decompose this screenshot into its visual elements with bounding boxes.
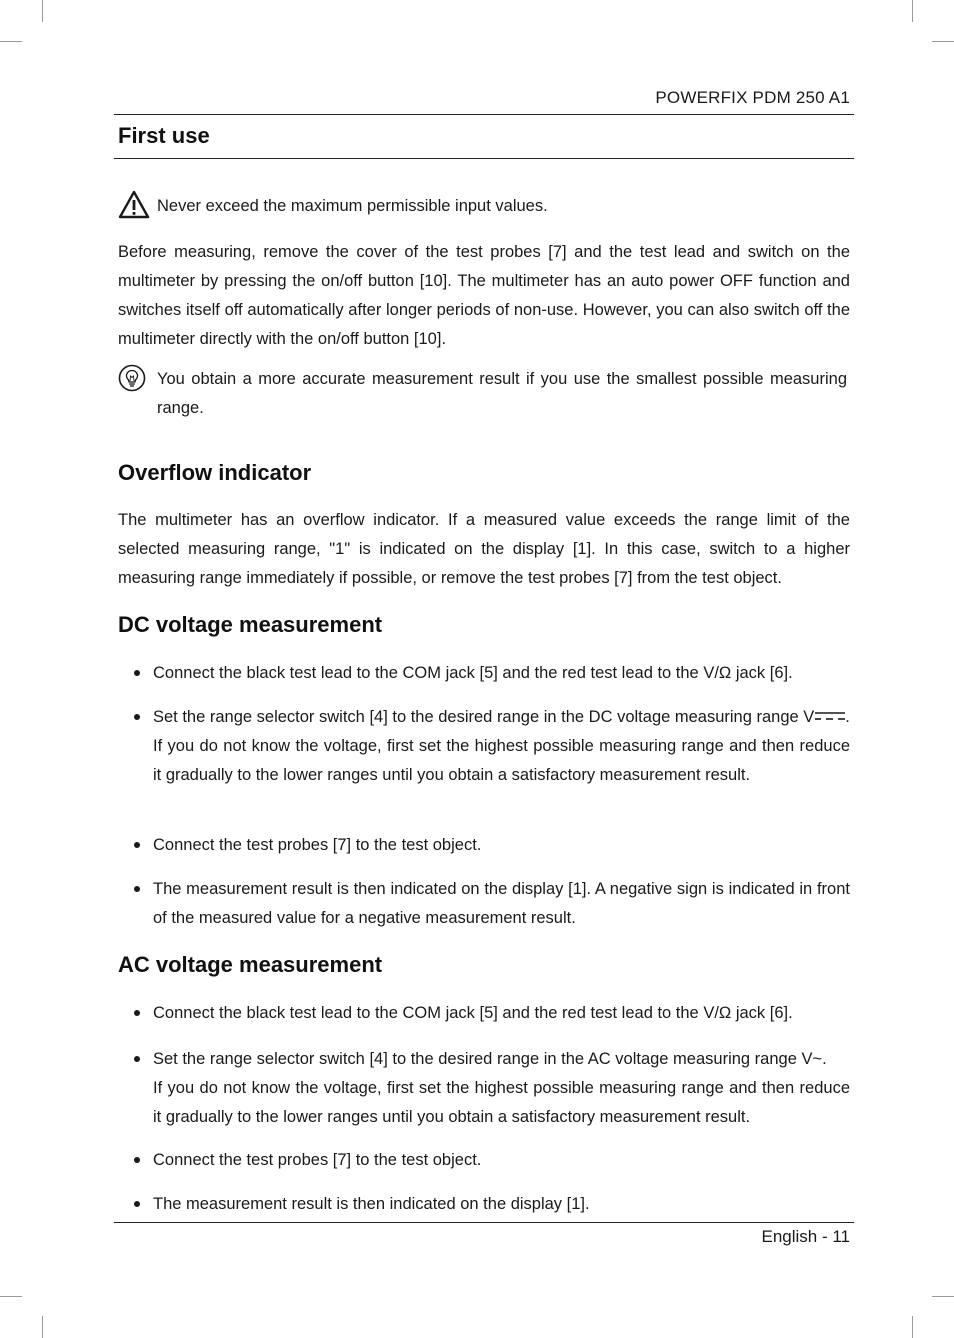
crop-mark [0, 1296, 22, 1297]
warning-triangle-icon [118, 190, 150, 225]
bullet-dot [134, 842, 140, 848]
dc-voltage-symbol-icon [815, 711, 845, 721]
section-title-overflow: Overflow indicator [118, 460, 312, 485]
bullet-dot [134, 714, 140, 720]
list-item-subtext: If you do not know the voltage, first set the highest possible measuring range and then reduce it gradually to the lower ranges until you obtain a satisfactory measurement result. [153, 737, 850, 784]
bullet-dot [134, 886, 140, 892]
list-item-text: Connect the black test lead to the COM jack [5] and the red test lead to the V/Ω jack [6]. [153, 1004, 793, 1022]
crop-mark [912, 1316, 913, 1338]
warning-text: Never exceed the maximum permissible input values. [157, 197, 548, 215]
list-item [134, 875, 850, 933]
list-item [134, 1146, 850, 1175]
header-rule [114, 114, 854, 115]
header-model: POWERFIX PDM 250 A1 [655, 88, 850, 107]
crop-mark [42, 1316, 43, 1338]
lightbulb-icon [118, 364, 146, 397]
crop-mark [42, 0, 43, 22]
list-item [134, 999, 850, 1028]
bullet-dot [134, 1010, 140, 1016]
section-title-ac: AC voltage measurement [118, 952, 383, 977]
list-item-text: Connect the test probes [7] to the test object. [153, 1151, 482, 1169]
overflow-paragraph: The multimeter has an overflow indicator. If a measured value exceeds the range limit of the selected measuring range, "1" is indicated on the display [1]. In this case, switch to a higher measuring range immediately if possible, or remove the test probes [7] from the test object. [118, 511, 850, 587]
list-item [134, 1045, 850, 1132]
first-use-paragraph: Before measuring, remove the cover of the test probes [7] and the test lead and switch on the multimeter by pressing the on/off button [10]. The multimeter has an auto power OFF function and switches itself off automatically after longer periods of non-use. However, you can also switch off the multimeter directly with the on/off button [10]. [118, 243, 850, 348]
list-item-text: Connect the black test lead to the COM jack [5] and the red test lead to the V/Ω jack [6]. [153, 664, 793, 682]
list-item-text [153, 703, 850, 790]
bullet-dot [134, 1056, 140, 1062]
crop-mark [0, 41, 22, 42]
bullet-dot [134, 670, 140, 676]
tip-text: You obtain a more accurate measurement result if you use the smallest possible measuring range. [157, 370, 847, 417]
section-title-first-use: First use [118, 123, 210, 148]
list-item-subtext: If you do not know the voltage, first set the highest possible measuring range and then reduce it gradually to the lower ranges until you obtain a satisfactory measurement result. [153, 1079, 850, 1126]
list-item [134, 1190, 850, 1219]
bullet-dot [134, 1201, 140, 1207]
bullet-dot [134, 1157, 140, 1163]
crop-mark [932, 41, 954, 42]
crop-mark [932, 1296, 954, 1297]
ac-range-text: Set the range selector switch [4] to the desired range in the AC voltage measuring range V~. [153, 1050, 827, 1068]
footer-rule [114, 1222, 854, 1223]
dc-range-suffix: . [845, 708, 850, 726]
list-item [134, 831, 850, 860]
list-item [134, 659, 850, 688]
list-item-text [153, 1045, 850, 1132]
crop-mark [912, 0, 913, 22]
list-item [134, 703, 850, 790]
section-title-dc: DC voltage measurement [118, 612, 383, 637]
section-rule [114, 158, 854, 159]
list-item-text: Connect the test probes [7] to the test object. [153, 836, 482, 854]
dc-range-text: Set the range selector switch [4] to the desired range in the DC voltage measuring range V [153, 708, 815, 726]
page-number: English - 11 [761, 1227, 850, 1246]
list-item-text: The measurement result is then indicated on the display [1]. [153, 1195, 590, 1213]
list-item-text: The measurement result is then indicated on the display [1]. A negative sign is indicated in front of the measured value for a negative measurement result. [153, 880, 850, 927]
